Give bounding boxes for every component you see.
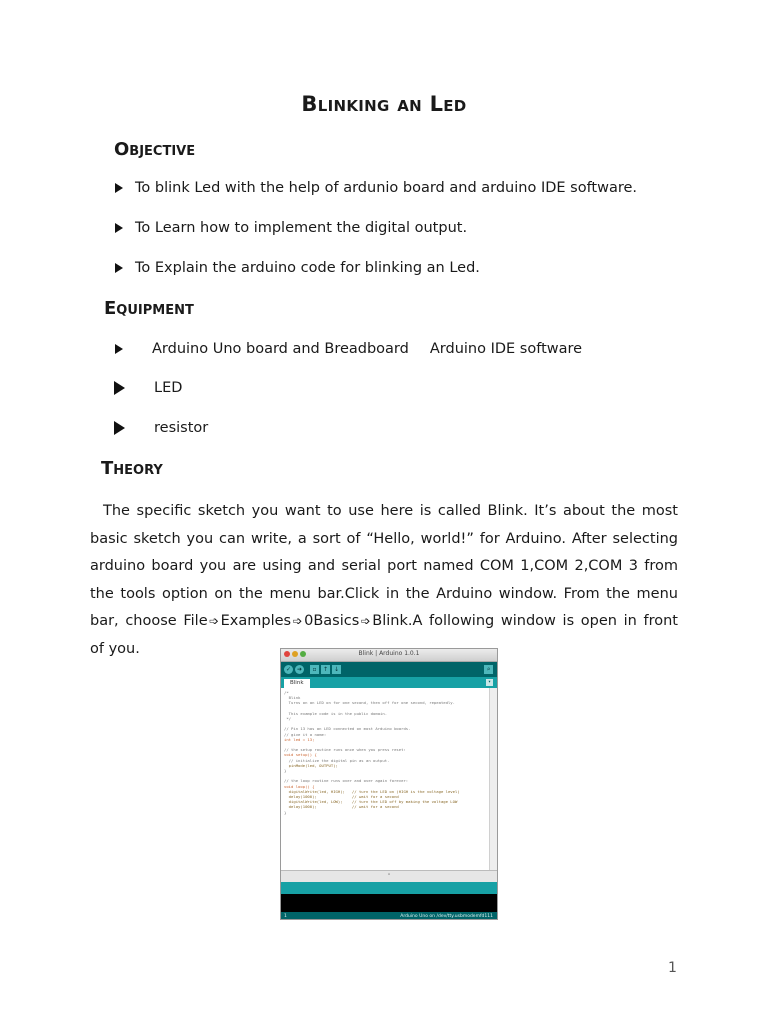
verify-icon: ✓ xyxy=(285,666,292,673)
code-line: delay(1000); // wait for a second xyxy=(284,804,399,810)
code-line: // the loop routine runs over and over again forever: xyxy=(284,778,409,784)
arrow-bullet-icon xyxy=(115,263,123,273)
ide-board-info: Arduino Uno on /dev/tty.usbmodemfd111 xyxy=(400,914,493,919)
bullet-text: Arduino Uno board and Breadboard xyxy=(152,341,409,357)
ide-status-bar xyxy=(281,882,497,894)
code-line: digitalWrite(led, HIGH); // turn the LED on (HIGH is the voltage level) xyxy=(284,788,460,794)
code-line: This example code is in the public domain. xyxy=(284,710,388,716)
equipment-bullet xyxy=(114,420,208,436)
bullet-text: To Explain the arduino code for blinking an Led. xyxy=(135,260,480,276)
save-icon: ↓ xyxy=(333,666,340,673)
ide-titlebar xyxy=(281,649,497,662)
code-line: void loop() { xyxy=(284,783,315,789)
upload-icon: ➜ xyxy=(296,666,303,673)
right-arrow-icon: ➩ xyxy=(292,614,303,628)
code-line: delay(1000); // wait for a second xyxy=(284,794,399,800)
code-line: Blink xyxy=(284,695,301,701)
tab-menu-icon: ▾ xyxy=(487,679,491,685)
equipment-heading: Equipment xyxy=(104,298,194,319)
code-line: digitalWrite(led, LOW); // turn the LED off by making the voltage LOW xyxy=(284,799,458,805)
code-line: Turns on an LED on for one second, then off for one second, repeatedly. xyxy=(284,700,455,706)
menu-path-item: Examples xyxy=(220,613,292,629)
code-line: // Pin 13 has an LED connected on most Arduino boards. xyxy=(284,726,411,732)
code-line: void setup() { xyxy=(284,752,317,758)
ide-footer xyxy=(281,912,497,920)
bullet-text: LED xyxy=(154,380,183,396)
code-line: // the setup routine runs once when you press reset: xyxy=(284,747,406,753)
arrow-bullet-icon xyxy=(114,381,125,395)
document-title: Blinking an Led xyxy=(301,92,467,116)
ide-tab-blink: Blink xyxy=(284,679,310,688)
ide-code-editor xyxy=(281,688,491,870)
equipment-bullet xyxy=(114,380,182,396)
objective-bullet xyxy=(115,220,467,236)
theory-heading: Theory xyxy=(101,458,163,479)
bullet-text: resistor xyxy=(154,420,209,436)
code-line: /* xyxy=(284,690,289,695)
ide-console xyxy=(281,894,497,912)
objective-bullet xyxy=(115,180,637,196)
ide-pane-divider: ▴ xyxy=(281,870,497,882)
arrow-bullet-icon xyxy=(115,183,123,193)
arduino-ide-screenshot xyxy=(280,648,498,920)
code-line: } xyxy=(284,768,287,774)
ide-toolbar xyxy=(281,662,497,677)
code-line: int led = 13; xyxy=(284,736,315,742)
menu-path-item: 0Basics xyxy=(304,613,360,629)
arrow-bullet-icon xyxy=(114,421,125,435)
code-line: // give it a name: xyxy=(284,731,327,737)
bullet-text: To Learn how to implement the digital output. xyxy=(135,220,468,236)
ide-tab-bar xyxy=(281,677,497,688)
bullet-text: To blink Led with the help of ardunio board and arduino IDE software. xyxy=(135,180,638,196)
ide-scrollbar xyxy=(489,688,497,870)
bullet-text: Arduino IDE software xyxy=(429,341,583,357)
open-icon: ↑ xyxy=(322,666,329,673)
objective-heading: Objective xyxy=(114,139,196,160)
code-line: */ xyxy=(284,716,292,722)
page-number: 1 xyxy=(668,960,677,976)
code-line: } xyxy=(284,809,287,815)
serial-monitor-icon: ⌕ xyxy=(484,665,493,674)
ide-window-title: Blink | Arduino 1.0.1 xyxy=(358,650,420,657)
objective-bullet xyxy=(115,260,480,276)
code-line: // initialize the digital pin as an output. xyxy=(284,757,390,763)
arrow-bullet-icon xyxy=(115,344,123,354)
theory-text: The specific sketch you want to use here is called Blink. It’s about the most basic sketch you can write, a sort of “Hello, world!” for Arduino. After selecting arduino board you are using and serial port named COM 1,COM 2,COM 3 from the tools option on the menu bar.Click in the Arduino window. From the menu bar, choose File xyxy=(90,503,678,629)
new-icon: ▫ xyxy=(310,665,319,674)
menu-path-item: Blink.A following window is open in front of you. xyxy=(90,613,678,657)
equipment-bullet xyxy=(115,341,582,357)
ide-line-number: 1 xyxy=(284,914,287,919)
arrow-bullet-icon xyxy=(115,223,123,233)
right-arrow-icon: ➩ xyxy=(209,614,220,628)
code-line: pinMode(led, OUTPUT); xyxy=(284,762,338,768)
theory-paragraph xyxy=(90,498,678,663)
right-arrow-icon: ➩ xyxy=(360,614,371,628)
